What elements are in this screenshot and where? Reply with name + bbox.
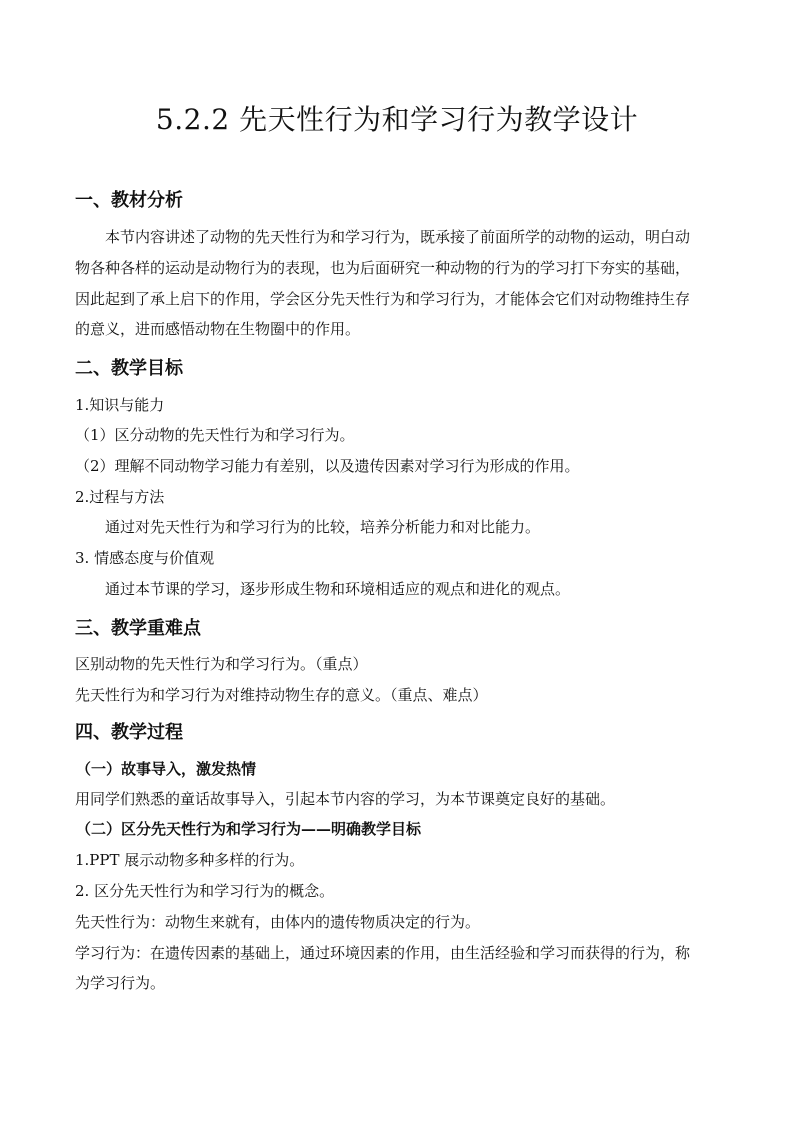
key-point-line: 先天性行为和学习行为对维持动物生存的意义。（重点、难点） — [75, 686, 488, 704]
process-line: 1.PPT 展示动物多种多样的行为。 — [75, 851, 305, 869]
objective-line: （1）区分动物的先天性行为和学习行为。 — [75, 426, 355, 444]
section-heading-key-points: 三、教学重难点 — [75, 618, 201, 639]
objective-line: （2）理解不同动物学习能力有差别，以及遗传因素对学习行为形成的作用。 — [75, 457, 580, 475]
objective-line: 2.过程与方法 — [75, 488, 165, 506]
process-line: 用同学们熟悉的童话故事导入，引起本节内容的学习，为本节课奠定良好的基础。 — [75, 790, 616, 808]
key-point-line: 区别动物的先天性行为和学习行为。（重点） — [75, 655, 368, 673]
process-line: 学习行为：在遗传因素的基础上，通过环境因素的作用，由生活经验和学习而获得的行为，称 — [75, 944, 691, 962]
objective-line: 通过对先天性行为和学习行为的比较，培养分析能力和对比能力。 — [105, 518, 541, 536]
process-line: 2. 区分先天性行为和学习行为的概念。 — [75, 882, 335, 900]
paragraph-line: 的意义，进而感悟动物在生物圈中的作用。 — [75, 320, 361, 338]
subsection-heading: （一）故事导入，激发热情 — [76, 760, 257, 778]
objective-line: 3. 情感态度与价值观 — [75, 549, 215, 567]
paragraph-line: 本节内容讲述了动物的先天性行为和学习行为，既承接了前面所学的动物的运动，明白动 — [105, 228, 691, 246]
section-heading-objectives: 二、教学目标 — [75, 358, 183, 379]
process-line: 先天性行为：动物生来就有，由体内的遗传物质决定的行为。 — [75, 913, 481, 931]
document-title: 5.2.2 先天性行为和学习行为教学设计 — [155, 103, 639, 136]
process-line: 为学习行为。 — [75, 974, 166, 992]
paragraph-line: 物各种各样的运动是动物行为的表现，也为后面研究一种动物的行为的学习打下夯实的基础， — [75, 259, 691, 277]
objective-line: 通过本节课的学习，逐步形成生物和环境相适应的观点和进化的观点。 — [105, 580, 571, 598]
paragraph-line: 因此起到了承上启下的作用，学会区分先天性行为和学习行为，才能体会它们对动物维持生存 — [75, 290, 691, 308]
section-heading-process: 四、教学过程 — [75, 722, 183, 743]
objective-line: 1.知识与能力 — [75, 396, 165, 414]
section-heading-analysis: 一、教材分析 — [75, 190, 183, 211]
subsection-heading: （二）区分先天性行为和学习行为——明确教学目标 — [76, 820, 422, 838]
